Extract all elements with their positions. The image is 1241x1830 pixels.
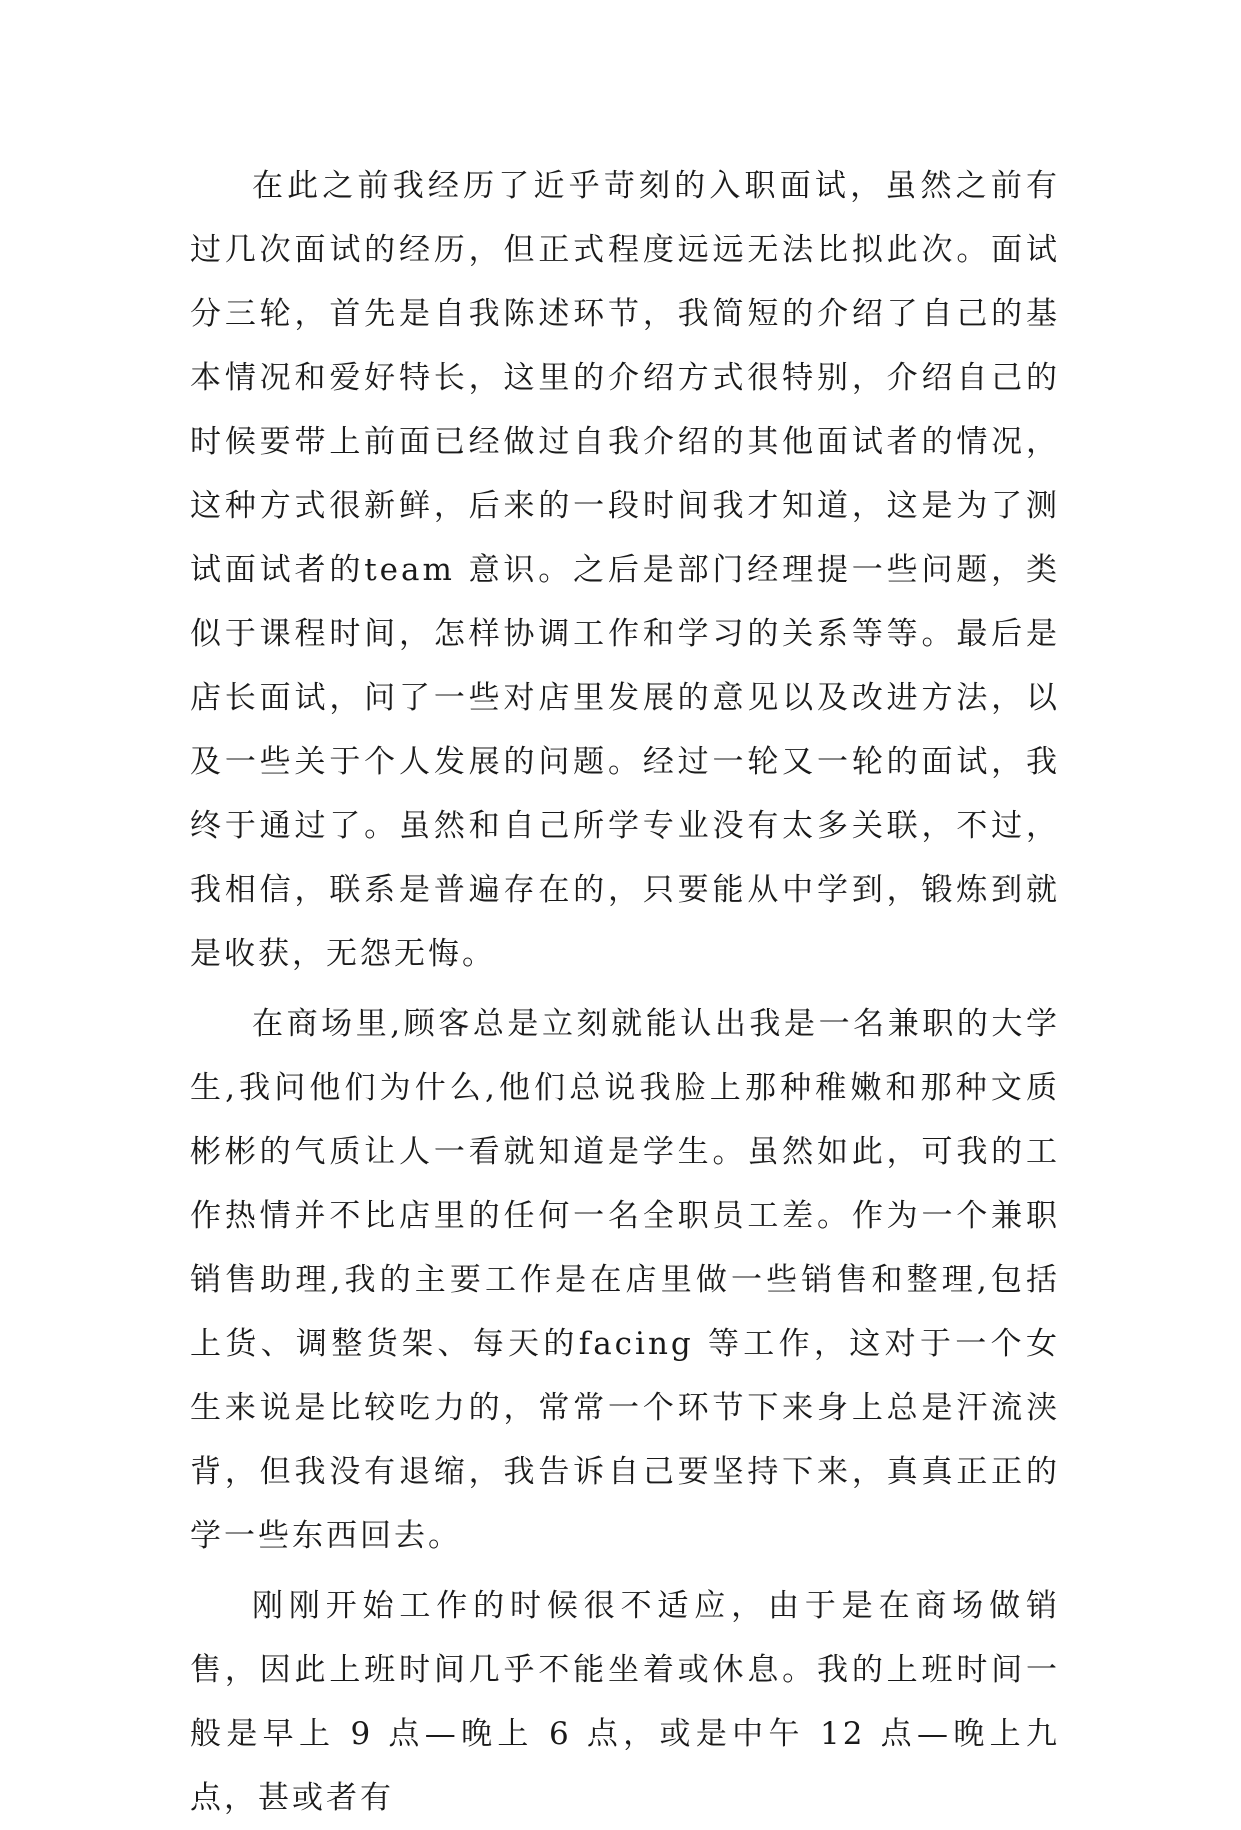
document-body xyxy=(190,154,1060,1830)
paragraph-interview: 在此之前我经历了近乎苛刻的入职面试，虽然之前有过几次面试的经历，但正式程度远远无法比拟此次。面试分三轮，首先是自我陈述环节，我简短的介绍了自己的基本情况和爱好特长，这里的介绍方式很特别，介绍自己的时候要带上前面已经做过自我介绍的其他面试者的情况，这种方式很新鲜，后来的一段时间我才知道，这是为了测试面试者的team 意识。之后是部门经理提一些问题，类似于课程时间，怎样协调工作和学习的关系等等。最后是店长面试，问了一些对店里发展的意见以及改进方法，以及一些关于个人发展的问题。经过一轮又一轮的面试，我终于通过了。虽然和自己所学专业没有太多关联，不过，我相信，联系是普遍存在的，只要能从中学到，锻炼到就是收获，无怨无悔。 xyxy=(190,168,1060,972)
paragraph-work-schedule: 刚刚开始工作的时候很不适应，由于是在商场做销售，因此上班时间几乎不能坐着或休息。我的上班时间一般是早上 9 点—晚上 6 点，或是中午 12 点—晚上九点，甚或者有 xyxy=(190,1588,1060,1816)
paragraph-store-work: 在商场里,顾客总是立刻就能认出我是一名兼职的大学生,我问他们为什么,他们总说我脸上那种稚嫩和那种文质彬彬的气质让人一看就知道是学生。虽然如此，可我的工作热情并不比店里的任何一名全职员工差。作为一个兼职销售助理,我的主要工作是在店里做一些销售和整理,包括上货、调整货架、每天的facing 等工作，这对于一个女生来说是比较吃力的，常常一个环节下来身上总是汗流浃背，但我没有退缩，我告诉自己要坚持下来，真真正正的学一些东西回去。 xyxy=(190,1006,1060,1554)
